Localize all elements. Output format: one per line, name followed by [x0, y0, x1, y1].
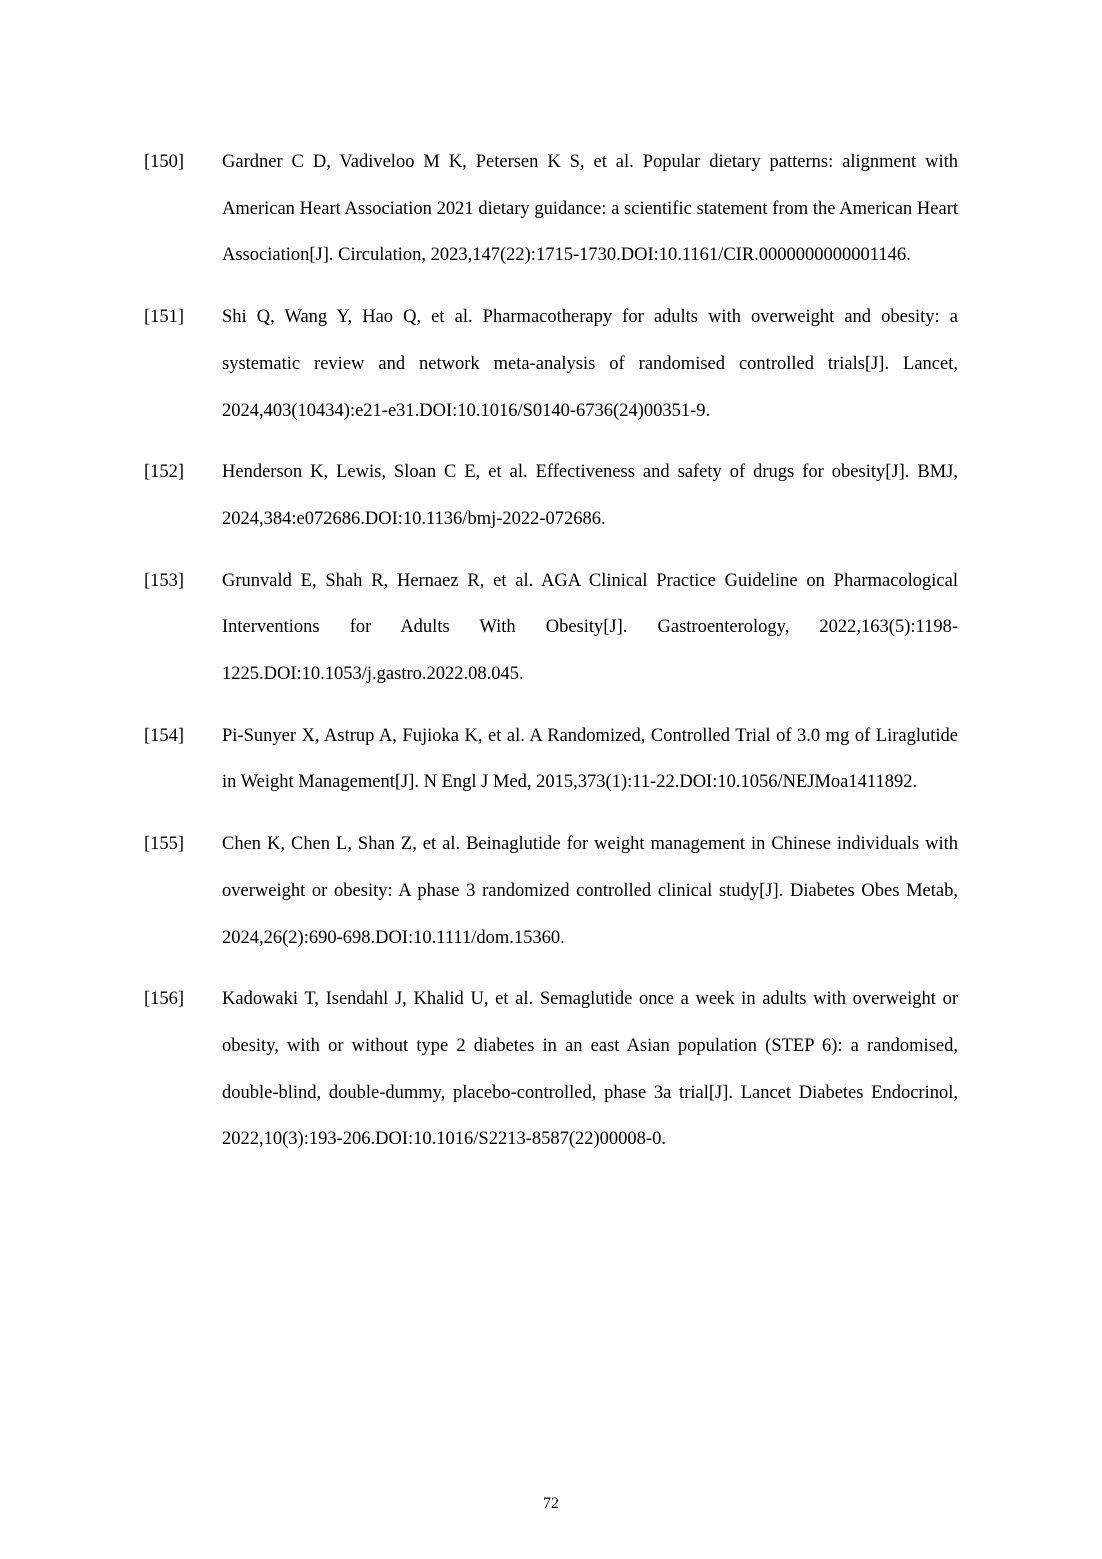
reference-entry	[144, 976, 958, 1163]
reference-text: Henderson K, Lewis, Sloan C E, et al. Effectiveness and safety of drugs for obesity[J]. BMJ, 2024,384:e072686.DOI:10.1136/bmj-2022-072686.	[222, 462, 958, 529]
reference-number: [155]	[144, 834, 185, 855]
reference-number: [150]	[144, 152, 185, 172]
reference-number: [153]	[144, 570, 185, 591]
reference-entry	[144, 558, 958, 698]
reference-entry	[144, 294, 958, 434]
reference-entry	[144, 449, 958, 542]
reference-number: [154]	[144, 725, 185, 746]
reference-text: Shi Q, Wang Y, Hao Q, et al. Pharmacotherapy for adults with overweight and obesity: a systematic review and network meta-analysis of randomised controlled trials[J]. Lancet, 2024,403(10434):e21-e31.DOI:10.1016/S0140-6736(24)00351-9.	[222, 307, 958, 421]
reference-text: Kadowaki T, Isendahl J, Khalid U, et al. Semaglutide once a week in adults with overweight or obesity, with or without type 2 diabetes in an east Asian population (STEP 6): a randomised, double-blind, double-dummy, placebo-controlled, phase 3a trial[J]. Lancet Diabetes Endocrinol, 2022,10(3):193-206.DOI:10.1016/S2213-8587(22)00008-0.	[222, 989, 958, 1150]
reference-number: [151]	[144, 307, 185, 328]
reference-list	[144, 139, 958, 1178]
reference-entry	[144, 713, 958, 806]
reference-number: [152]	[144, 462, 185, 483]
reference-entry	[144, 139, 958, 279]
reference-text: Chen K, Chen L, Shan Z, et al. Beinaglutide for weight management in Chinese individuals with overweight or obesity: A phase 3 randomized controlled clinical study[J]. Diabetes Obes Metab, 2024,26(2):690-698.DOI:10.1111/dom.15360.	[222, 834, 958, 948]
reference-text: Gardner C D, Vadiveloo M K, Petersen K S, et al. Popular dietary patterns: alignment with American Heart Association 2021 dietary guidance: a scientific statement from the American Heart Association[J]. Circulation, 2023,147(22):1715-1730.DOI:10.1161/CIR.0000000000001146.	[222, 152, 958, 266]
reference-text: Pi-Sunyer X, Astrup A, Fujioka K, et al. A Randomized, Controlled Trial of 3.0 mg of Liraglutide in Weight Management[J]. N Engl J Med, 2015,373(1):11-22.DOI:10.1056/NEJMoa1411892.	[222, 725, 958, 793]
reference-number: [156]	[144, 989, 185, 1010]
reference-text: Grunvald E, Shah R, Hernaez R, et al. AGA Clinical Practice Guideline on Pharmacological Interventions for Adults With Obesity[J]. Gastroenterology, 2022,163(5):1198-1225.DOI:10.1053/j.gastro.2022.08.045.	[222, 570, 958, 685]
page-number: 72	[543, 1495, 559, 1512]
reference-entry	[144, 821, 958, 961]
